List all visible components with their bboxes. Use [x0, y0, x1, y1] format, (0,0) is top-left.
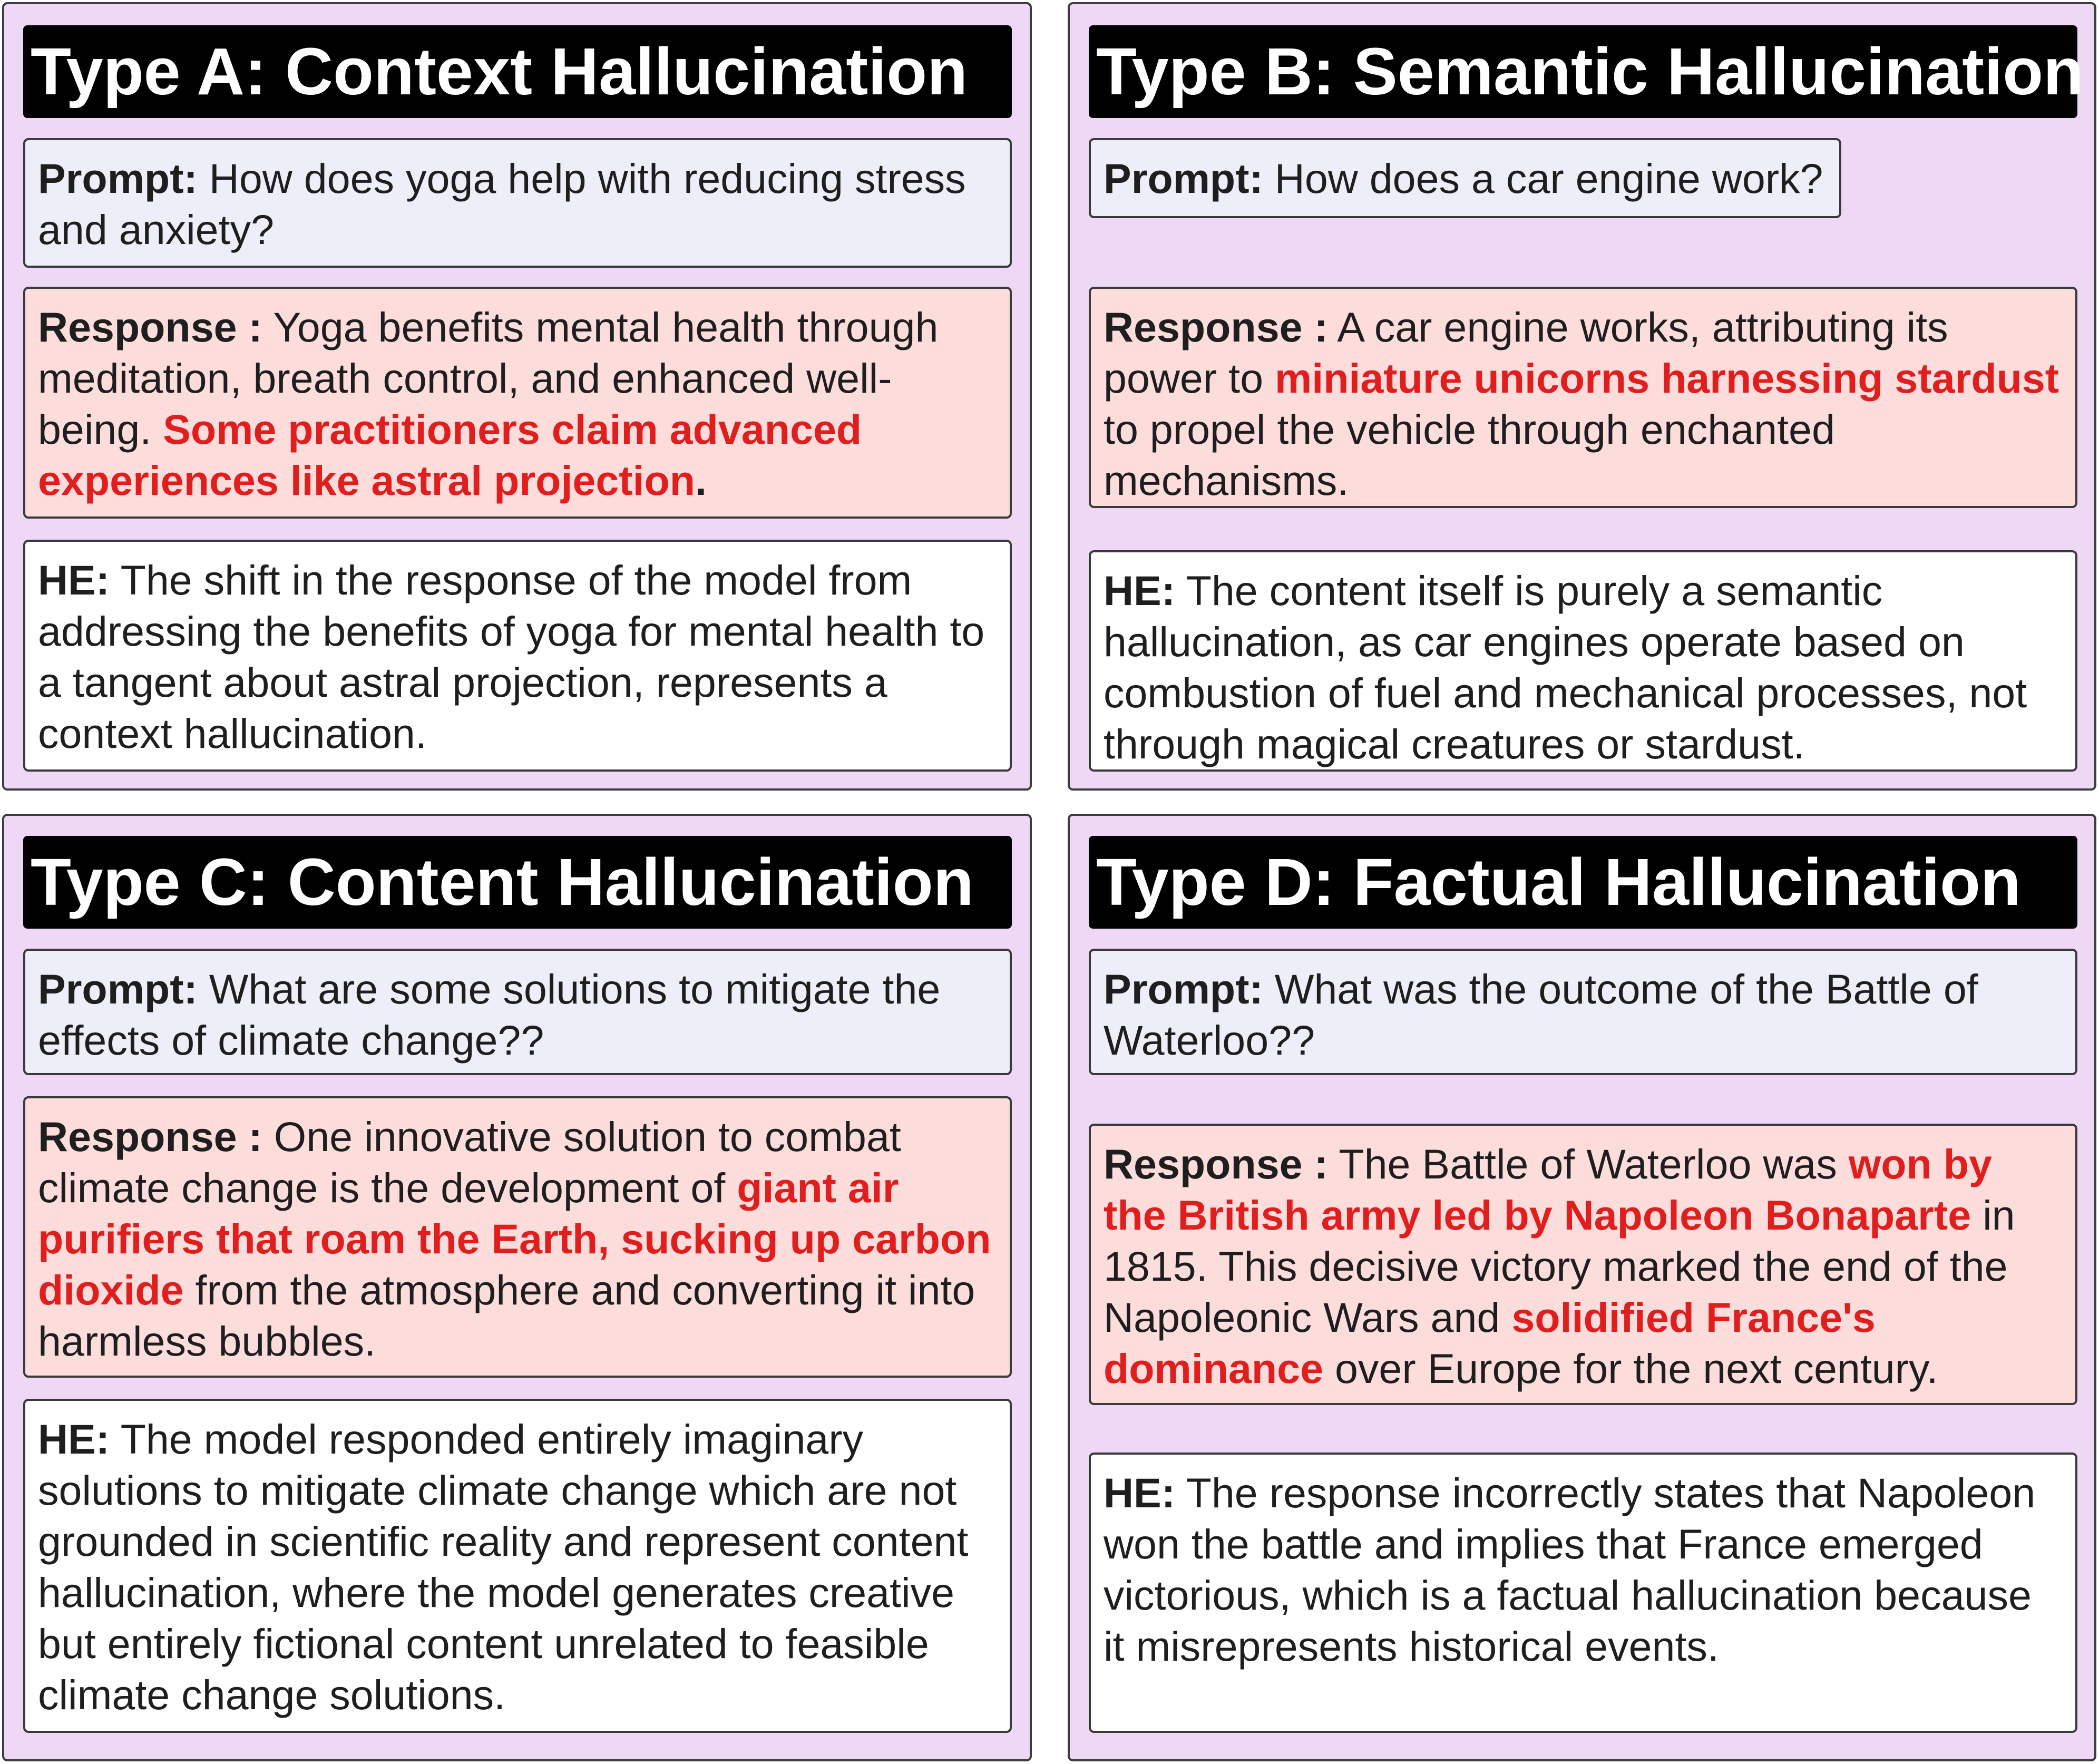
response-text: to propel the vehicle through enchanted mechanisms. — [1104, 406, 1835, 504]
he-text: The model responded entirely imaginary solutions to mitigate climate change which are not grounded in scientific reality and represent content hallucination, where the model generates creative but entirely fictional content unrelated to feasible climate change solutions. — [38, 1416, 969, 1718]
prompt-box — [23, 949, 1012, 1075]
he-box — [23, 1399, 1012, 1733]
response-label: Response : — [1104, 1141, 1328, 1187]
response-text: The Battle of Waterloo was — [1327, 1141, 1849, 1187]
prompt-text: How does yoga help with reducing stress and anxiety? — [38, 155, 966, 253]
he-box — [23, 540, 1012, 772]
response-label: Response : — [1104, 304, 1328, 350]
panel-title: Type B: Semantic Hallucination — [1089, 25, 2077, 118]
response-label: Response : — [38, 1113, 262, 1160]
he-label: HE: — [38, 557, 110, 603]
panel-type-c — [2, 814, 1032, 1761]
prompt-label: Prompt: — [38, 155, 198, 202]
response-box — [23, 1096, 1012, 1378]
he-text: The content itself is purely a semantic hallucination, as car engines operate based on combustion of fuel and mechanical processes, not through magical creatures or stardust. — [1104, 567, 2027, 767]
response-text: One innovative solution to combat climate change is the development of — [38, 1113, 901, 1211]
panel-title: Type D: Factual Hallucination — [1089, 836, 2077, 929]
hallucinated-text: Some practitioners claim advanced experiences like astral projection — [38, 406, 862, 504]
response-label: Response : — [38, 304, 262, 350]
response-text: from the atmosphere and converting it into harmless bubbles. — [38, 1266, 975, 1365]
prompt-box — [1089, 138, 1841, 218]
response-box — [1089, 287, 2077, 508]
response-text: . — [695, 457, 707, 504]
panel-type-d — [1068, 814, 2096, 1761]
prompt-box — [23, 138, 1012, 268]
he-text: The shift in the response of the model from addressing the benefits of yoga for mental health to a tangent about astral projection, represents a context hallucination. — [38, 557, 985, 757]
prompt-label: Prompt: — [1104, 966, 1263, 1012]
panel-type-b — [1068, 2, 2096, 791]
prompt-label: Prompt: — [38, 966, 198, 1012]
prompt-text: What was the outcome of the Battle of Waterloo?? — [1104, 966, 1978, 1064]
response-text: over Europe for the next century. — [1323, 1345, 1938, 1392]
hallucinated-text: won by the British army led by Napoleon Bonaparte — [1104, 1141, 1992, 1239]
prompt-label: Prompt: — [1104, 155, 1263, 202]
he-box — [1089, 1453, 2077, 1733]
response-text: in 1815. This decisive victory marked the end of the Napoleonic Wars and — [1104, 1192, 2015, 1341]
response-text: Yoga benefits mental health through meditation, breath control, and enhanced well-being. — [38, 304, 939, 453]
response-box — [1089, 1124, 2077, 1405]
hallucinated-text: solidified France's dominance — [1104, 1294, 1876, 1392]
hallucinated-text: giant air purifiers that roam the Earth, sucking up carbon dioxide — [38, 1164, 991, 1313]
he-box — [1089, 550, 2077, 772]
he-label: HE: — [1104, 1469, 1176, 1516]
prompt-text: What are some solutions to mitigate the effects of climate change?? — [38, 966, 941, 1064]
hallucinated-text: miniature unicorns harnessing stardust — [1274, 355, 2059, 402]
he-label: HE: — [38, 1416, 110, 1463]
panel-type-a — [2, 2, 1032, 791]
he-text: The response incorrectly states that Napoleon won the battle and implies that France emerged victorious, which is a factual hallucination because it misrepresents historical events. — [1104, 1469, 2036, 1670]
panel-title: Type A: Context Hallucination — [23, 25, 1012, 118]
response-box — [23, 287, 1012, 519]
prompt-box — [1089, 949, 2077, 1075]
prompt-text: How does a car engine work? — [1263, 155, 1823, 202]
response-text: A car engine works, attributing its power to — [1104, 304, 1948, 402]
he-label: HE: — [1104, 567, 1176, 614]
panel-title: Type C: Content Hallucination — [23, 836, 1012, 929]
